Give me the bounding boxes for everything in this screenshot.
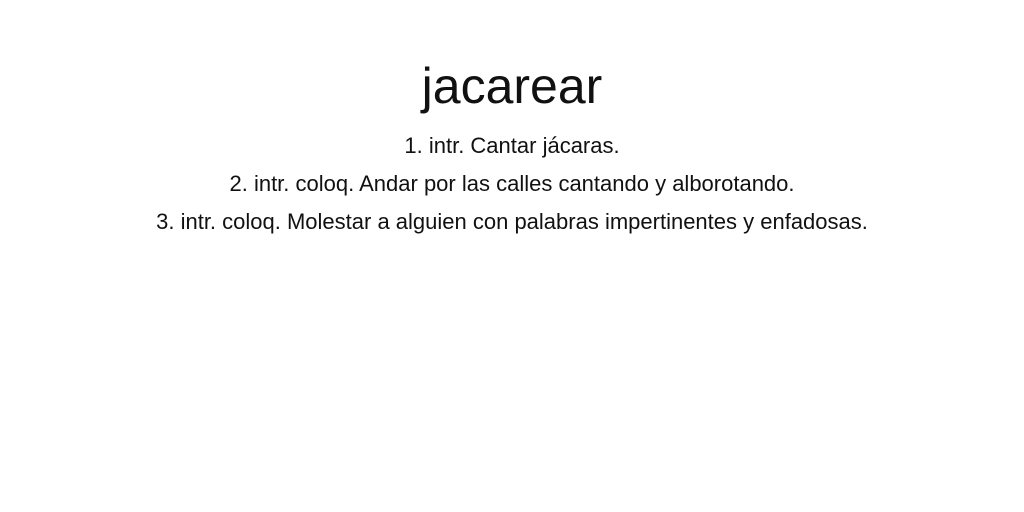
definition-2: 2. intr. coloq. Andar por las calles cantando y alborotando. xyxy=(229,171,795,196)
definition-1: 1. intr. Cantar jácaras. xyxy=(404,133,620,158)
definition-3: 3. intr. coloq. Molestar a alguien con palabras impertinentes y enfadosas. xyxy=(156,209,868,234)
definition-list xyxy=(0,127,1024,241)
headword: jacarear xyxy=(421,58,603,114)
